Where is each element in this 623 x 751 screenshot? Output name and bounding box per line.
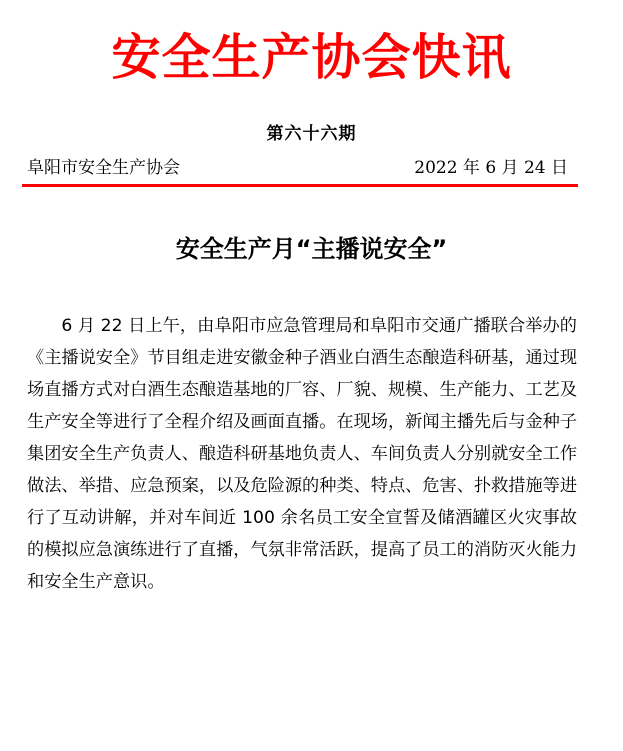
header-divider: [22, 184, 578, 187]
masthead-title: 安全生产协会快讯: [111, 29, 512, 86]
article-title: 安全生产月“主播说安全”: [175, 235, 448, 263]
publication-date: 2022 年 6 月 24 日: [414, 158, 568, 178]
article-body: 6 月 22 日上午，由阜阳市应急管理局和阜阳市交通广播联合举办的《主播说安全》节目组走进安徽金种子酒业白酒生态酿造科研基，通过现场直播方式对白酒生态酿造基地的厂容、厂貌、规模、生产能力、工艺及生产安全等进行了全程介绍及画面直播。在现场，新闻主播先后与金种子集团安全生产负责人、酿造科研基地负责人、车间负责人分别就安全工作做法、举措、应急预案，以及危险源的种类、特点、危害、扑救措施等进行了互动讲解，并对车间近 100 余名员工安全宣誓及储酒罐区火灾事故的模拟应急演练进行了直播，气氛非常活跃，提高了员工的消防灭火能力和安全生产意识。: [27, 316, 578, 592]
organization-name: 阜阳市安全生产协会: [27, 158, 180, 178]
issue-number: 第六十六期: [266, 124, 357, 144]
